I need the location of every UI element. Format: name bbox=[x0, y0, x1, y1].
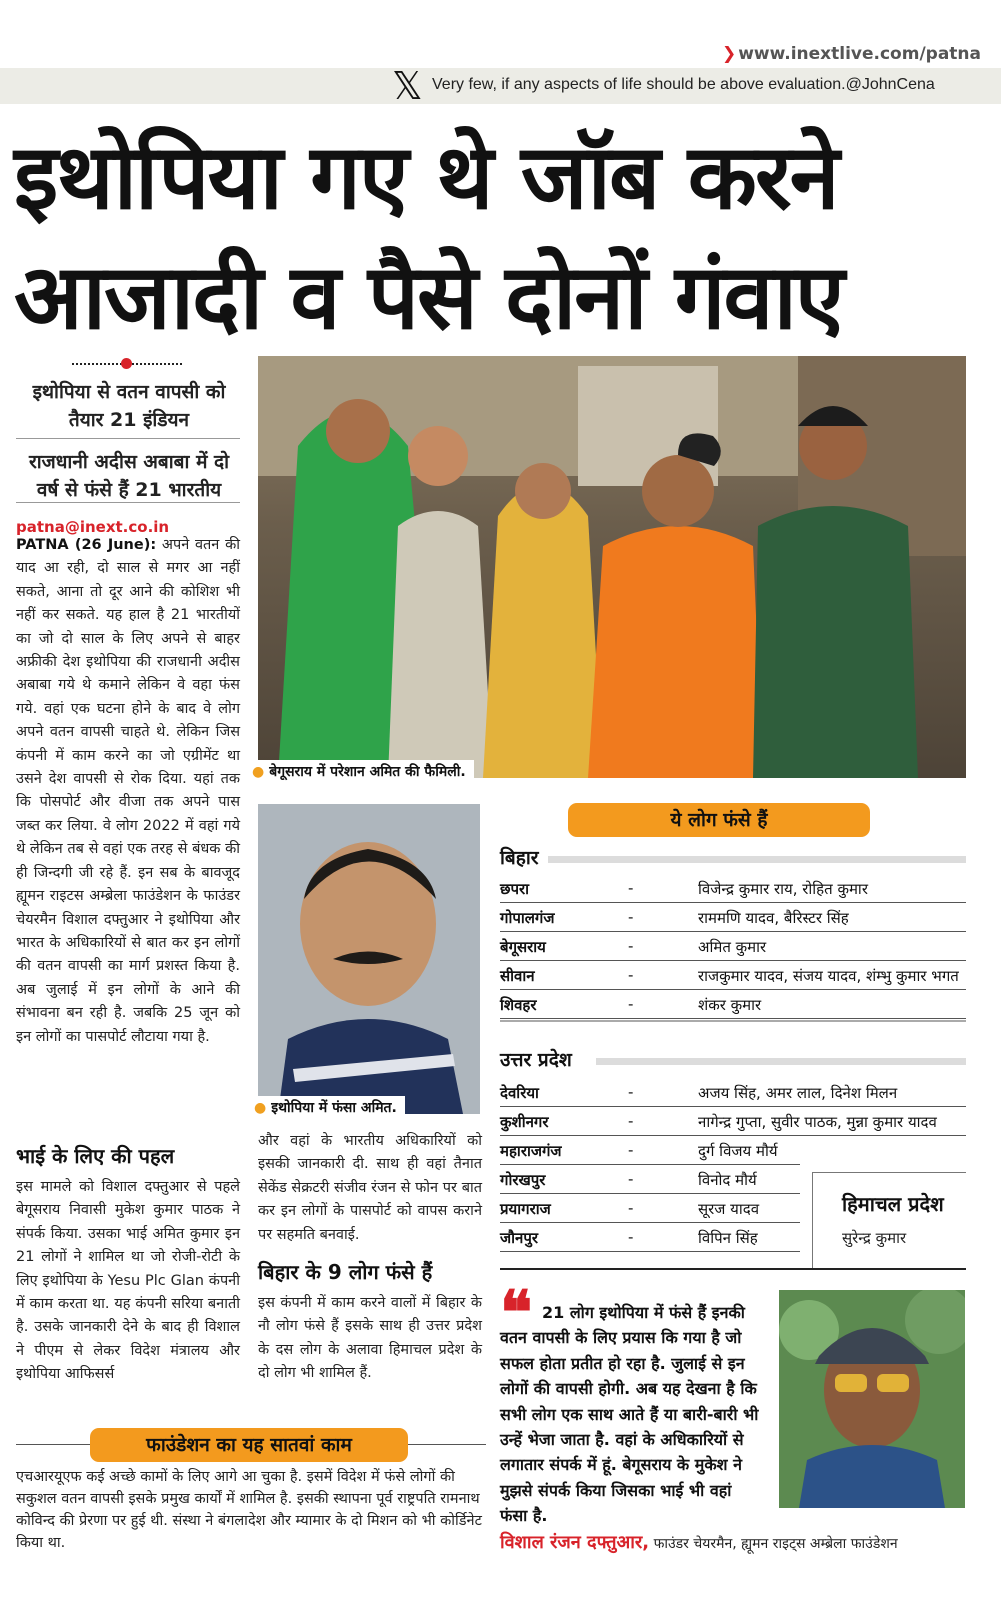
trapped-list-title: ये लोग फंसे हैं bbox=[568, 803, 870, 837]
story-para-1-text: अपने वतन की याद आ रही, दो साल से मगर आ नहीं सकते, आना तो दूर आने की कोशिश भी नहीं कर सकते. यह हाल है 21 भारतीयों का जो दो साल के लिए अपने से बाहर अफ्रीकी देश इथोपिया की राजधानी अदीस अबाबा गये थे कमाने लेकिन वे वहा फंस गये. वहां एक घटना होने के बाद वे लोग अपने वतन वापसी चाहते थे. लेकिन जिस कंपनी में काम करने का जो एग्रीमेंट था उसने देश वापसी से रोक दिया. यहां तक कि पोसपोर्ट और वीजा तक अपने पास जब्त कर लिया. वे लोग 2022 में वहां गये थे लेकिन तब से वहां एक तरह से बंधक की ही जिन्दगी जी रहे हैं. इन सब के बावजूद ह्यूमन राइटस अम्ब्रेला फाउंडेशन के फाउंडर चेयरमैन विशाल दफ्तुआर ने इथोपिया और भारत के अधिकारियों से बात कर इन लोगों की वतन वापसी का मार्ग प्रशस्त किया है. अब जुलाई में इन लोगों के आने की संभावना बन रही है. जबकि 25 जून को इन लोगों का पासपोर्ट लौटाया गया है. bbox=[16, 537, 240, 1045]
kicker-rule bbox=[16, 438, 240, 439]
dateline: PATNA (26 June): bbox=[16, 537, 157, 553]
story-para-4: इस कंपनी में काम करने वालों में बिहार के नौ लोग फंसे हैं इसके साथ ही उत्तर प्रदेश के दस लोग के अलावा हिमाचल प्रदेश के दो लोग भी शामिल हैं. bbox=[258, 1295, 482, 1382]
family-photo-illustration bbox=[258, 356, 966, 778]
table-row: छपरा - विजेन्द्र कुमार राय, रोहित कुमार bbox=[500, 874, 966, 903]
reporter-email[interactable]: patna@inext.co.in bbox=[16, 518, 170, 536]
quote-attribution: विशाल रंजन दफ्तुआर, फाउंडर चेयरमैन, ह्यूमन राइट्स अम्ब्रेला फाउंडेशन bbox=[500, 1532, 898, 1553]
quote-mark-icon: ❝ bbox=[500, 1278, 533, 1348]
bullet-icon: ● bbox=[252, 764, 265, 780]
amit-photo-illustration bbox=[258, 804, 480, 1114]
section-rule bbox=[500, 1020, 966, 1022]
kicker-rule bbox=[16, 502, 240, 503]
headline-line1: इथोपिया गए थे जॉब करने bbox=[14, 125, 838, 230]
himachal-box bbox=[812, 1172, 966, 1268]
kicker-2: राजधानी अदीस अबाबा में दो वर्ष से फंसे हैं 21 भारतीय bbox=[28, 451, 230, 501]
state-himachal: हिमाचल प्रदेश bbox=[842, 1192, 944, 1216]
state-bihar: बिहार bbox=[500, 847, 539, 869]
pull-quote: 21 लोग इथोपिया में फंसे हैं इनकी वतन वापसी के लिए प्रयास कि गया है जो सफल होता प्रतीत हो रहा है. जुलाई से इन लोगों की वापसी होगी. अब यह देखना है कि सभी लोग एक साथ आते हैं या बारी-बारी भी उन्हें भेजा जाता है. वहां के अधिकारियों से लगातार संपर्क में हूं. बेगूसराय के मुकेश ने मुझसे संपर्क किया जिसका भाई भी वहां फंसा है. bbox=[500, 1303, 759, 1526]
subhead-bihar-nine: बिहार के 9 लोग फंसे हैं bbox=[258, 1260, 433, 1284]
family-photo-caption: ● बेगूसराय में परेशान अमित की फैमिली. bbox=[248, 760, 474, 783]
subhead-brother: भाई के लिए की पहल bbox=[16, 1144, 175, 1168]
state-bar bbox=[548, 856, 966, 863]
quote-band bbox=[0, 64, 1001, 108]
amit-photo-caption: ● इथोपिया में फंसा अमित. bbox=[250, 1096, 405, 1119]
story-para-3: और वहां के भारतीय अधिकारियों को इसकी जानकारी दी. साथ ही वहां तैनात सेकेंड सेक्रटरी संजीव रंजन से फोन पर बात कर इन लोगों के पासपोर्ट को वापस कराने पर सहमति बनवाई. bbox=[258, 1133, 482, 1243]
story-para-2: इस मामले को विशाल दफ्तुआर से पहले बेगूसराय निवासी मुकेश कुमार पाठक ने संपर्क किया. उसका भाई अमित कुमार इन 21 लोगों ने शामिल था जो रोजी-रोटी के लिए इथोपिया के Yesu Plc Glan कंपनी में काम करता था. यह कंपनी सरिया बनाती है. उसके जानकारी देने के बाद ही विशाल ने पीएम से लेकर विदेश मंत्रालय और इथोपिया आफिसर्स bbox=[16, 1179, 240, 1383]
daily-quote: Very few, if any aspects of life should be above evaluation.@JohnCena bbox=[432, 76, 935, 93]
table-row: गोरखपुर - विनोद मौर्य bbox=[500, 1165, 800, 1194]
foundation-text: एचआरयूएफ कई अच्छे कामों के लिए आगे आ चुका है. इसमें विदेश में फंसे लोगों की सकुशल वतन वापसी इसके प्रमुख कार्यों में शामिल है. इसकी स्थापना पूर्व राष्ट्रपति रामनाथ कोविन्द की प्रेरणा पर हुई थी. संस्था ने बंगलादेश और म्यामार के दो मिशन को भी कोर्डिनेट किया था. bbox=[16, 1469, 482, 1551]
himachal-name: सुरेन्द्र कुमार bbox=[842, 1229, 907, 1247]
vishal-photo bbox=[779, 1290, 965, 1508]
story-para-1 bbox=[16, 534, 240, 1049]
state-bar bbox=[596, 1058, 966, 1065]
table-row: महाराजगंज - दुर्ग विजय मौर्य bbox=[500, 1136, 800, 1165]
table-row: जौनपुर - विपिन सिंह bbox=[500, 1223, 800, 1252]
state-up: उत्तर प्रदेश bbox=[500, 1049, 572, 1071]
table-row: सीवान - राजकुमार यादव, संजय यादव, शंम्भु कुमार भगत bbox=[500, 961, 966, 990]
table-row: गोपालगंज - राममणि यादव, बैरिस्टर सिंह bbox=[500, 903, 966, 932]
section-rule bbox=[500, 1268, 966, 1270]
decorative-dot-divider bbox=[72, 358, 182, 370]
divider-line-left bbox=[72, 363, 122, 365]
table-row: कुशीनगर - नागेन्द्र गुप्ता, सुवीर पाठक, मुन्ना कुमार यादव bbox=[500, 1107, 966, 1136]
x-logo-icon: 𝕏 bbox=[392, 64, 423, 108]
bullet-icon: ● bbox=[254, 1100, 267, 1116]
family-photo bbox=[258, 356, 966, 778]
chevron-right-icon: ❯ bbox=[721, 44, 737, 64]
kicker-1: इथोपिया से वतन वापसी को तैयार 21 इंडियन bbox=[32, 381, 226, 431]
table-row: देवरिया - अजय सिंह, अमर लाल, दिनेश मिलन bbox=[500, 1078, 966, 1107]
table-row: शिवहर - शंकर कुमार bbox=[500, 990, 966, 1019]
site-url[interactable]: ❯ www.inextlive.com/patna bbox=[721, 44, 981, 64]
divider-line-right bbox=[132, 363, 182, 365]
headline-line2: आजादी व पैसे दोनों गंवाए bbox=[14, 245, 843, 350]
table-row: बेगूसराय - अमित कुमार bbox=[500, 932, 966, 961]
amit-photo bbox=[258, 804, 480, 1114]
foundation-title: फाउंडेशन का यह सातवां काम bbox=[90, 1428, 408, 1462]
red-dot-icon bbox=[121, 358, 132, 369]
table-row: प्रयागराज - सूरज यादव bbox=[500, 1194, 800, 1223]
vishal-photo-illustration bbox=[779, 1290, 965, 1508]
